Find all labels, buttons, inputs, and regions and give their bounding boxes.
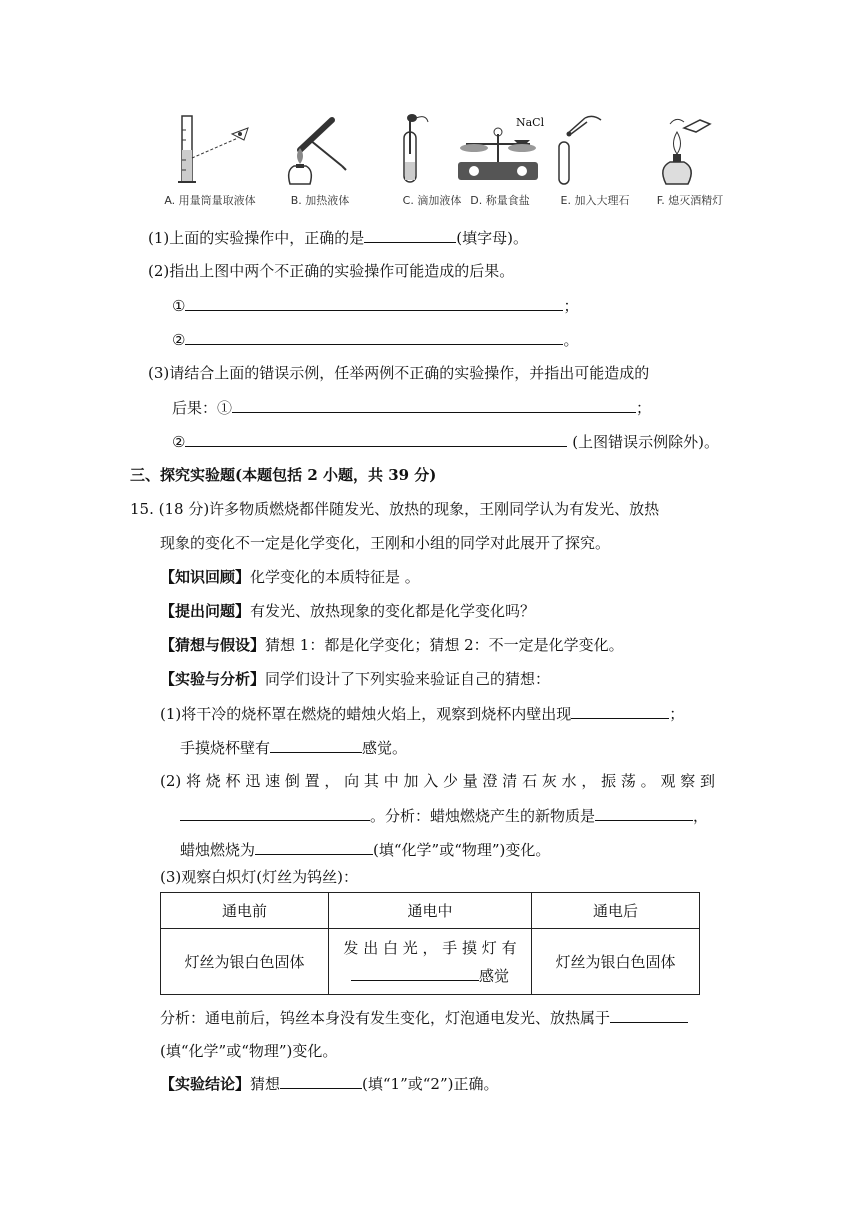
q14-example-2-blank[interactable]: [185, 430, 567, 447]
step1-text: (1)将干冷的烧杯罩在燃烧的蜡烛火焰上，观察到烧杯内壁出现: [160, 705, 572, 723]
conclusion-suffix: (填“1”或“2”)正确。: [362, 1075, 499, 1093]
q14-part2-line2: [172, 328, 578, 351]
q15-knowledge: [160, 566, 420, 588]
table-header: 通电前: [161, 893, 329, 929]
q14-answer-1-blank[interactable]: [364, 226, 456, 243]
table-row: [161, 929, 700, 995]
figure-f-caption: F. 熄灭酒精灯: [656, 194, 724, 207]
circle-2-label: ②: [172, 331, 186, 349]
step2-analysis-text: 。分析：蜡烛燃烧产生的新物质是: [370, 807, 596, 825]
step2-change-type-blank[interactable]: [255, 838, 373, 855]
figure-row: [140, 110, 740, 210]
experiment-tag: 【实验与分析】: [160, 670, 266, 688]
hypothesis-tag: 【猜想与假设】: [160, 636, 266, 654]
section-3-heading: 三、探究实验题(本题包括 2 小题，共 39 分): [130, 466, 437, 484]
step2-observation-blank[interactable]: [180, 804, 370, 821]
nacl-label: NaCl: [516, 116, 545, 129]
comma: ，: [693, 807, 709, 825]
semicolon: ；: [636, 399, 652, 417]
figure-d-caption: D. 称量食盐: [470, 194, 530, 207]
table-header: 通电中: [329, 893, 532, 929]
step2-new-substance-blank[interactable]: [595, 804, 693, 821]
circle-2-label: ②: [172, 433, 186, 451]
question-tag: 【提出问题】: [160, 602, 251, 620]
q15-step1-line1: [160, 702, 684, 725]
table-cell-after: 灯丝为银白色固体: [532, 929, 700, 995]
q15-step2-line1: (2) 将 烧 杯 迅 速 倒 置 ， 向 其 中 加 入 少 量 澄 清 石 灰 水 ， 振 荡 。 观 察 到: [160, 772, 715, 790]
step1-feeling-blank[interactable]: [270, 736, 362, 753]
q14-consequence-2-blank[interactable]: [185, 328, 563, 345]
q15-intro-1: 15. (18 分)许多物质燃烧都伴随发光、放热的现象，王刚同学认为有发光、放热: [130, 500, 660, 518]
step1-suffix: 感觉。: [362, 739, 408, 757]
q14-part2: (2)指出上图中两个不正确的实验操作可能造成的后果。: [148, 262, 515, 280]
figure-e-caption: E. 加入大理石: [560, 194, 630, 207]
q15-conclusion: [160, 1072, 499, 1095]
period: 。: [563, 331, 579, 349]
semicolon: ；: [669, 705, 685, 723]
q14-part3-prefix: 后果：①: [172, 399, 233, 417]
heating-test-tube-icon: [270, 110, 370, 190]
q15-intro-2: 现象的变化不一定是化学变化，王刚和小组的同学对此展开了探究。: [160, 534, 611, 552]
experiment-text: 同学们设计了下列实验来验证自己的猜想：: [265, 670, 551, 688]
q15-step1-line2: [180, 736, 407, 759]
analysis-text: 分析：通电前后，钨丝本身没有发生变化，灯泡通电发光、放热属于: [160, 1009, 611, 1027]
q14-example-1-blank[interactable]: [232, 396, 636, 413]
q15-hypothesis: [160, 634, 624, 656]
q14-part3-line1: [172, 396, 651, 419]
q15-question: [160, 600, 535, 622]
figure-c-caption: C. 滴加液体: [402, 194, 462, 207]
conclusion-tag: 【实验结论】: [160, 1075, 251, 1093]
step1-observation-blank[interactable]: [571, 702, 669, 719]
figure-f: [640, 110, 740, 210]
q15-step2-line3: [180, 838, 550, 861]
step1-touch-text: 手摸烧杯壁有: [180, 739, 271, 757]
q14-consequence-1-blank[interactable]: [185, 294, 563, 311]
q14-part3-line2: [172, 430, 719, 453]
conclusion-blank[interactable]: [280, 1072, 362, 1089]
q14-part1-text: (1)上面的实验操作中，正确的是: [148, 229, 365, 247]
analysis-change-blank[interactable]: [610, 1006, 688, 1023]
figure-a: [160, 110, 260, 210]
q14-part3-suffix: (上图错误示例除外)。: [572, 433, 719, 451]
table-header: 通电后: [532, 893, 700, 929]
q15-analysis-line1: [160, 1006, 688, 1029]
observation-table: [160, 892, 700, 995]
q15-experiment: [160, 668, 550, 690]
q15-analysis-line2: (填“化学”或“物理”)变化。: [160, 1042, 338, 1060]
hypothesis-text: 猜想 1：都是化学变化；猜想 2：不一定是化学变化。: [265, 636, 624, 654]
table-header-row: [161, 893, 700, 929]
circle-1-label: ①: [172, 297, 186, 315]
tongs-test-tube-icon: [545, 110, 645, 190]
q14-part2-line1: [172, 294, 578, 317]
measuring-cylinder-icon: [160, 110, 260, 190]
q15-step3: (3)观察白炽灯(灯丝为钨丝)：: [160, 868, 358, 886]
alcohol-lamp-icon: [640, 110, 740, 190]
knowledge-text: 化学变化的本质特征是 。: [250, 568, 420, 586]
figure-a-caption: A. 用量筒量取液体: [164, 194, 256, 207]
table-cell-before: 灯丝为银白色固体: [161, 929, 329, 995]
q14-part1-suffix: (填字母)。: [456, 229, 528, 247]
step2-suffix: (填“化学”或“物理”)变化。: [373, 841, 551, 859]
semicolon: ；: [563, 297, 579, 315]
q15-step2-line2: [180, 804, 708, 827]
q14-part1: [148, 226, 528, 249]
table-cell-during: [329, 929, 532, 995]
during-text: 发 出 白 光 ， 手 摸 灯 有: [343, 938, 517, 957]
figure-b-caption: B. 加热液体: [290, 194, 350, 207]
step2-burn-text: 蜡烛燃烧为: [180, 841, 256, 859]
conclusion-text: 猜想: [250, 1075, 281, 1093]
during-feeling-blank[interactable]: [351, 964, 479, 981]
knowledge-tag: 【知识回顾】: [160, 568, 251, 586]
question-text: 有发光、放热现象的变化都是化学变化吗？: [250, 602, 536, 620]
q14-part3: (3)请结合上面的错误示例，任举两例不正确的实验操作，并指出可能造成的: [148, 364, 650, 382]
during-suffix: 感觉: [478, 966, 509, 985]
figure-b: [270, 110, 370, 210]
